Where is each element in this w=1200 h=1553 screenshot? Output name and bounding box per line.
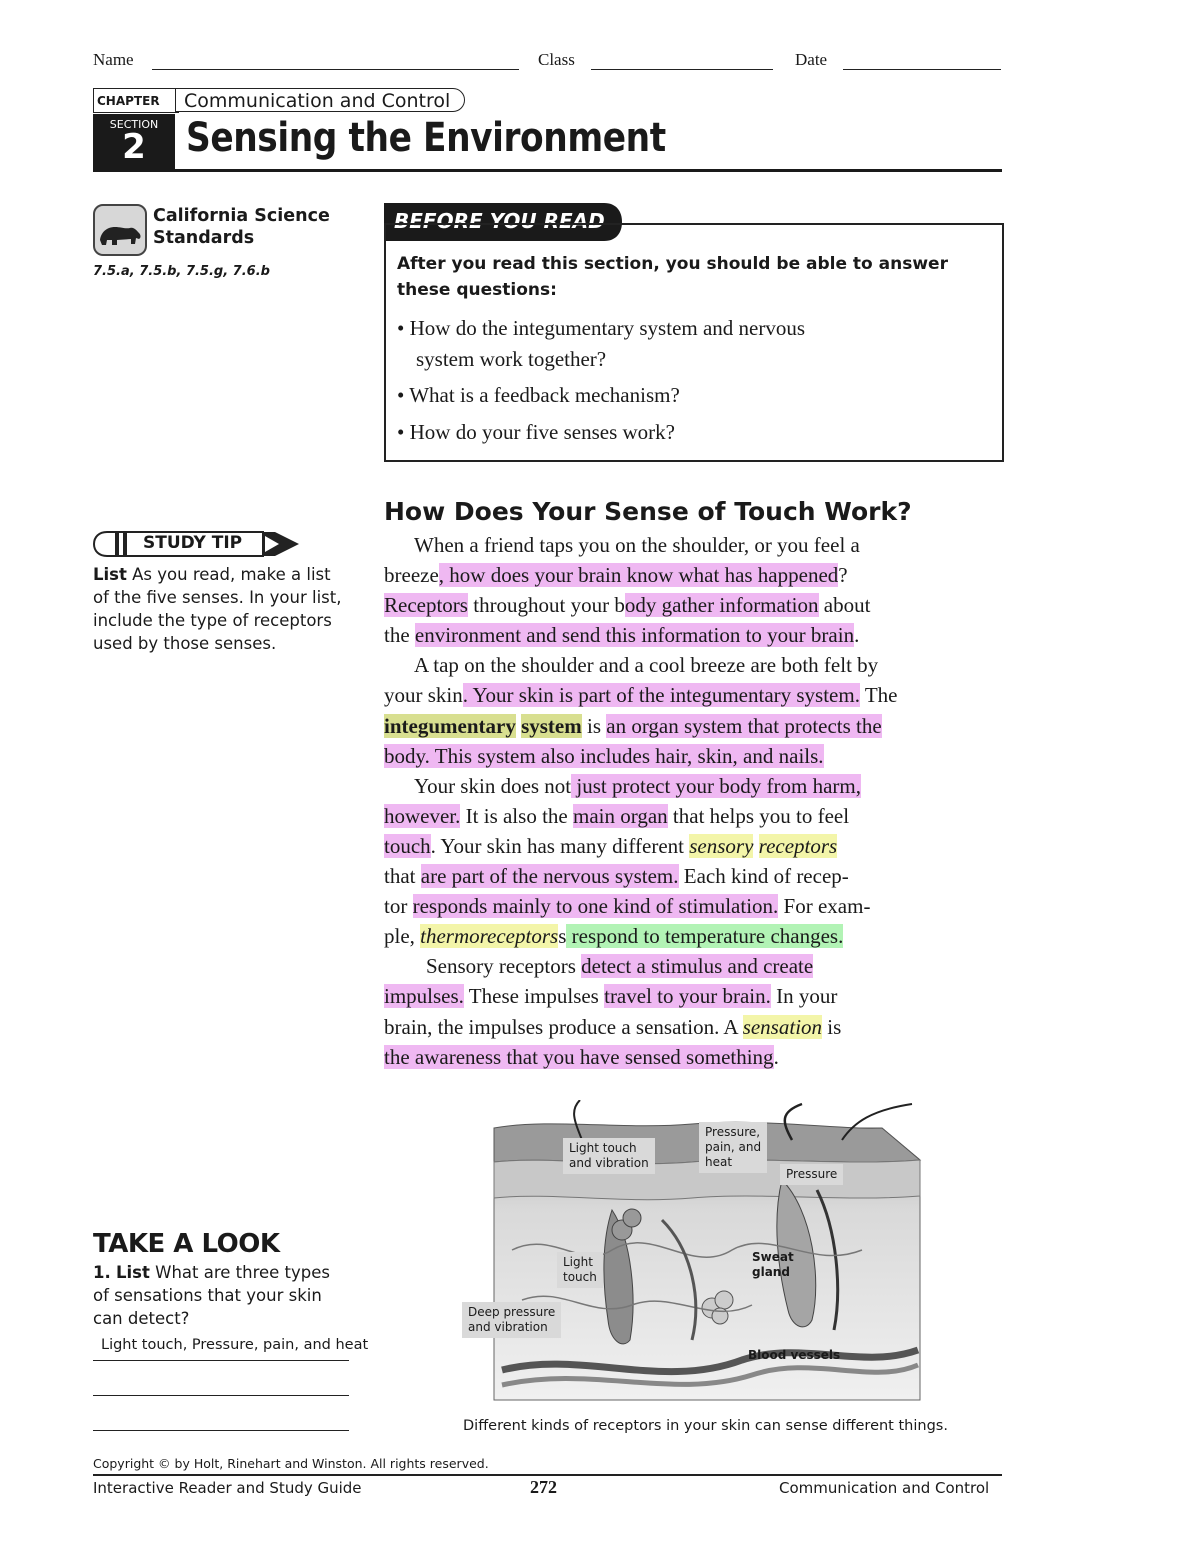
label-light-touch-vibration: Light touch and vibration [563,1138,655,1174]
study-tip-line2: of the five senses. In your list, [93,588,342,607]
text-line: breeze, how does your brain know what has happened? [384,563,848,588]
skin-diagram [462,1100,958,1412]
question-line3: can detect? [93,1309,190,1328]
answer-line-2[interactable] [93,1395,349,1396]
date-field[interactable] [843,69,1001,70]
question-line2: of sensations that your skin [93,1286,322,1305]
copyright: Copyright © by Holt, Rinehart and Winston. All rights reserved. [93,1456,489,1471]
question-item: • What is a feedback mechanism? [397,383,680,407]
text-line: brain, the impulses produce a sensation. A sensation is [384,1014,842,1039]
answer-line-3[interactable] [93,1430,349,1431]
name-field[interactable] [152,69,519,70]
text-line: impulses. These impulses travel to your brain. In your [384,984,838,1009]
study-tip-line3: include the type of receptors [93,611,332,630]
page-number: 272 [530,1477,557,1497]
standards-codes: 7.5.a, 7.5.b, 7.5.g, 7.6.b [93,264,270,279]
study-tip-line4: used by those senses. [93,634,277,653]
text-line: body. This system also includes hair, skin, and nails. [384,743,824,768]
study-tip-label: STUDY TIP [143,533,243,553]
question-item-cont: system work together? [416,346,607,371]
footer-rule [93,1474,1002,1476]
question-number: 1. [93,1263,111,1282]
question-item: • How do your five senses work? [397,419,675,444]
text-line: integumentary system is an organ system that protects the [384,713,882,738]
study-tip-line1: As you read, make a list [126,565,331,584]
text-line: When a friend taps you on the shoulder, or you feel a [414,533,860,557]
study-tip-banner [93,531,301,557]
name-label: Name [93,50,134,69]
label-light-touch: Light touch [557,1252,603,1288]
before-you-read-label: BEFORE YOU READ [394,209,605,233]
text-line: Your skin does not just protect your body from harm, [414,773,862,798]
question-list [397,313,805,447]
text-line: tor responds mainly to one kind of stimulation. For exam- [384,894,871,919]
footer-left: Interactive Reader and Study Guide [93,1479,362,1497]
label-pressure: Pressure [780,1164,843,1185]
intro-line-2: these questions: [397,280,557,300]
title-rule [93,169,1002,172]
figure-caption: Different kinds of receptors in your skin can sense different things. [463,1418,948,1434]
study-tip-lead: List [93,565,127,584]
article-body [384,530,898,1072]
before-you-read-box [384,223,1004,462]
question-item: • How do the integumentary system and nervous [397,316,806,340]
question-lead: List [116,1263,150,1282]
bear-icon [93,204,147,256]
section-label: SECTION [109,118,159,131]
text-line: ple, thermoreceptorss respond to temperature changes. [384,924,844,949]
date-label: Date [795,50,828,69]
chapter-title: Communication and Control [175,88,465,112]
label-pressure-pain-heat: Pressure, pain, and heat [699,1122,767,1173]
section-number: 2 [122,127,146,167]
text-line: the awareness that you have sensed something. [384,1044,779,1069]
take-a-look-question [93,1261,358,1330]
text-line: Sensory receptors detect a stimulus and create [426,954,814,979]
text-line: the environment and send this information to your brain. [384,623,860,648]
label-deep-pressure: Deep pressure and vibration [462,1302,561,1338]
label-sweat-gland: Sweat gland [752,1250,794,1279]
text-line: A tap on the shoulder and a cool breeze are both felt by [414,653,879,678]
label-blood-vessels: Blood vessels [748,1348,841,1362]
intro-line-1: After you read this section, you should be able to answer [397,254,948,274]
section-title: Sensing the Environment [186,115,666,161]
section-badge [93,114,175,172]
answer-line-1[interactable]: Light touch, Pressure, pain, and heat [93,1337,349,1361]
standards-title-line1: California Science [153,206,330,226]
text-line: Receptors throughout your body gather information about [384,593,871,618]
chapter-label: CHAPTER [93,88,179,113]
class-field[interactable] [591,69,773,70]
text-line: touch. Your skin has many different sensory receptors [384,833,838,858]
article-heading: How Does Your Sense of Touch Work? [384,497,912,526]
standards-title-line2: Standards [153,228,255,248]
take-a-look-heading: TAKE A LOOK [93,1229,280,1259]
before-you-read-intro [397,251,948,303]
text-line: your skin. Your skin is part of the integumentary system. The [384,683,898,708]
text-line: that are part of the nervous system. Each kind of recep- [384,864,849,889]
standards-title [153,205,330,249]
class-label: Class [538,50,575,69]
footer-right: Communication and Control [779,1479,990,1497]
text-line: however. It is also the main organ that helps you to feel [384,803,850,828]
study-tip-text [93,563,358,655]
question-line1: What are three types [149,1263,331,1282]
